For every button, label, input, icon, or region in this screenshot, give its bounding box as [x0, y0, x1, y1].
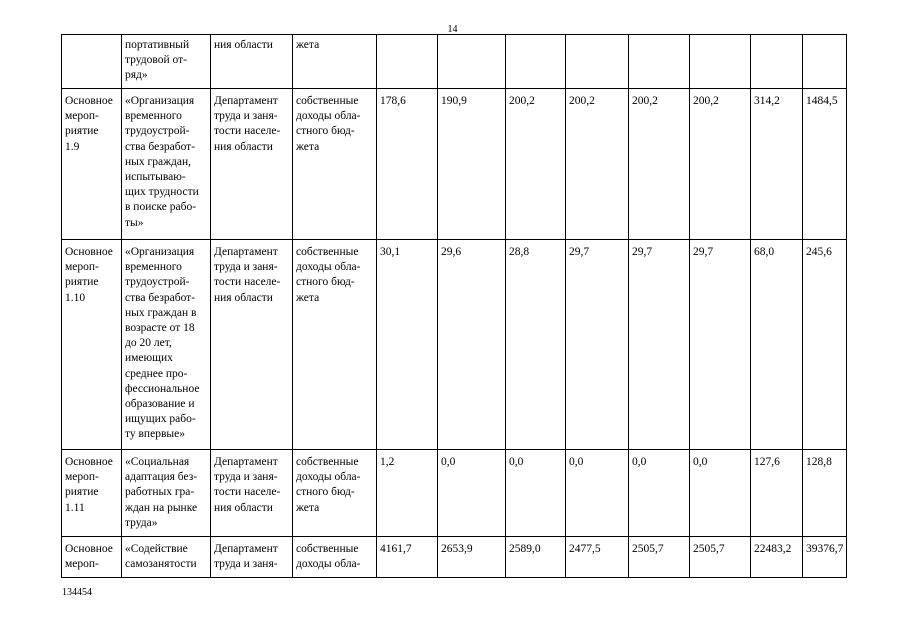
- value-cell: 68,0: [751, 240, 803, 450]
- executor-cell: [211, 240, 293, 450]
- cell-line: ния области: [214, 501, 273, 514]
- cell-line: адаптация без-: [125, 471, 198, 484]
- value-cell: 200,2: [629, 89, 690, 240]
- cell-line: ства безработ-: [125, 291, 196, 304]
- cell-line: Основное: [65, 95, 113, 107]
- cell-line: доходы обла-: [296, 471, 361, 484]
- event-name-cell: [122, 89, 211, 240]
- value-cell: [377, 35, 438, 89]
- table-row: [62, 450, 847, 537]
- executor-cell: [211, 35, 293, 89]
- value-cell: 190,9: [438, 89, 506, 240]
- cell-line: испытываю-: [125, 171, 186, 184]
- value-cell: 29,6: [438, 240, 506, 450]
- executor-cell: [211, 89, 293, 240]
- value-cell: 30,1: [377, 240, 438, 450]
- cell-line: труда и заня-: [214, 471, 278, 484]
- table-row: [62, 537, 847, 578]
- value-cell: 200,2: [566, 89, 629, 240]
- value-cell: 2505,7: [690, 537, 751, 578]
- value-cell: 1484,5: [803, 89, 847, 240]
- value-cell: [690, 35, 751, 89]
- cell-line: доходы обла-: [296, 261, 361, 274]
- value-cell: [566, 35, 629, 89]
- cell-line: временного: [125, 261, 182, 274]
- cell-line: риятие: [65, 486, 99, 499]
- value-cell: 4161,7: [377, 537, 438, 578]
- cell-line: 1.10: [65, 291, 86, 304]
- cell-line: Основное: [65, 246, 113, 258]
- value-cell: 245,6: [803, 240, 847, 450]
- cell-line: собственные: [296, 456, 359, 468]
- value-cell: 22483,2: [751, 537, 803, 578]
- cell-line: мероп-: [65, 471, 99, 484]
- funding-source-cell: [293, 240, 377, 450]
- value-cell: 178,6: [377, 89, 438, 240]
- value-cell: [629, 35, 690, 89]
- document-code: 134454: [62, 587, 92, 598]
- cell-line: ряд»: [125, 69, 148, 82]
- value-cell: 0,0: [629, 450, 690, 537]
- table-row: [62, 35, 847, 89]
- value-cell: 28,8: [506, 240, 566, 450]
- cell-line: 1.9: [65, 140, 80, 153]
- cell-line: возрасте от 18: [125, 322, 195, 335]
- cell-line: фессиональное: [125, 382, 200, 395]
- event-cell: [62, 89, 122, 240]
- cell-line: труда и заня-: [214, 558, 278, 571]
- cell-line: ту впервые»: [125, 428, 185, 441]
- cell-line: собственные: [296, 95, 359, 107]
- value-cell: 39376,7: [803, 537, 847, 578]
- cell-line: работных гра-: [125, 486, 195, 499]
- cell-line: «Организация: [125, 95, 195, 107]
- funding-source-cell: [293, 450, 377, 537]
- cell-line: труда и заня-: [214, 110, 278, 123]
- funding-source-cell: [293, 89, 377, 240]
- value-cell: 29,7: [566, 240, 629, 450]
- cell-line: «Содействие: [125, 543, 188, 555]
- cell-line: доходы обла-: [296, 558, 361, 571]
- value-cell: [751, 35, 803, 89]
- cell-line: портативный: [125, 39, 190, 51]
- value-cell: 2653,9: [438, 537, 506, 578]
- cell-line: временного: [125, 110, 182, 123]
- cell-line: трудоустрой-: [125, 276, 190, 289]
- cell-line: жета: [296, 291, 320, 304]
- cell-line: собственные: [296, 543, 359, 555]
- table-row: [62, 89, 847, 240]
- event-name-cell: [122, 537, 211, 578]
- cell-line: ных граждан,: [125, 155, 192, 168]
- event-name-cell: [122, 450, 211, 537]
- event-name-cell: [122, 35, 211, 89]
- cell-line: Департамент: [214, 456, 278, 468]
- cell-line: Основное: [65, 543, 113, 555]
- value-cell: [803, 35, 847, 89]
- value-cell: 2505,7: [629, 537, 690, 578]
- cell-line: ты»: [125, 216, 144, 229]
- cell-line: 1.11: [65, 501, 85, 514]
- cell-line: труда»: [125, 516, 158, 529]
- cell-line: риятие: [65, 125, 99, 138]
- executor-cell: [211, 450, 293, 537]
- cell-line: тости населе-: [214, 125, 281, 138]
- event-cell: [62, 450, 122, 537]
- value-cell: 0,0: [506, 450, 566, 537]
- value-cell: 0,0: [566, 450, 629, 537]
- event-cell: [62, 537, 122, 578]
- cell-line: ства безработ-: [125, 140, 196, 153]
- cell-line: образование и: [125, 398, 195, 411]
- cell-line: трудовой от-: [125, 54, 187, 67]
- funding-source-cell: [293, 35, 377, 89]
- cell-line: «Социальная: [125, 456, 190, 468]
- value-cell: 2477,5: [566, 537, 629, 578]
- cell-line: ния области: [214, 291, 273, 304]
- cell-line: стного бюд-: [296, 486, 355, 499]
- cell-line: труда и заня-: [214, 261, 278, 274]
- cell-line: «Организация: [125, 246, 195, 258]
- cell-line: жета: [296, 501, 320, 514]
- cell-line: среднее про-: [125, 367, 188, 380]
- value-cell: 314,2: [751, 89, 803, 240]
- cell-line: ния области: [214, 39, 273, 51]
- event-name-cell: [122, 240, 211, 450]
- program-table: [61, 34, 847, 578]
- cell-line: жета: [296, 39, 320, 51]
- value-cell: 200,2: [506, 89, 566, 240]
- cell-line: тости населе-: [214, 486, 281, 499]
- page-number: 14: [447, 24, 458, 35]
- executor-cell: [211, 537, 293, 578]
- cell-line: жета: [296, 140, 320, 153]
- value-cell: 128,8: [803, 450, 847, 537]
- value-cell: 0,0: [690, 450, 751, 537]
- cell-line: мероп-: [65, 558, 99, 571]
- cell-line: самозанятости: [125, 558, 197, 571]
- cell-line: ния области: [214, 140, 273, 153]
- cell-line: в поиске рабо-: [125, 201, 197, 214]
- value-cell: 200,2: [690, 89, 751, 240]
- cell-line: Основное: [65, 456, 113, 468]
- event-cell: [62, 240, 122, 450]
- cell-line: Департамент: [214, 543, 278, 555]
- cell-line: стного бюд-: [296, 125, 355, 138]
- cell-line: стного бюд-: [296, 276, 355, 289]
- cell-line: Департамент: [214, 246, 278, 258]
- cell-line: Департамент: [214, 95, 278, 107]
- cell-line: имеющих: [125, 352, 173, 365]
- value-cell: 29,7: [690, 240, 751, 450]
- value-cell: 1,2: [377, 450, 438, 537]
- funding-source-cell: [293, 537, 377, 578]
- cell-line: мероп-: [65, 110, 99, 123]
- value-cell: 0,0: [438, 450, 506, 537]
- event-cell: [62, 35, 122, 89]
- value-cell: [506, 35, 566, 89]
- cell-line: щих трудности: [125, 186, 199, 199]
- value-cell: 127,6: [751, 450, 803, 537]
- value-cell: [438, 35, 506, 89]
- cell-line: тости населе-: [214, 276, 281, 289]
- cell-line: трудоустрой-: [125, 125, 190, 138]
- cell-line: ищущих рабо-: [125, 413, 196, 426]
- table-row: [62, 240, 847, 450]
- value-cell: 2589,0: [506, 537, 566, 578]
- cell-line: до 20 лет,: [125, 337, 172, 350]
- cell-line: ждан на рынке: [125, 501, 198, 514]
- value-cell: 29,7: [629, 240, 690, 450]
- cell-line: риятие: [65, 276, 99, 289]
- cell-line: собственные: [296, 246, 359, 258]
- cell-line: мероп-: [65, 261, 99, 274]
- cell-line: доходы обла-: [296, 110, 361, 123]
- cell-line: ных граждан в: [125, 306, 197, 319]
